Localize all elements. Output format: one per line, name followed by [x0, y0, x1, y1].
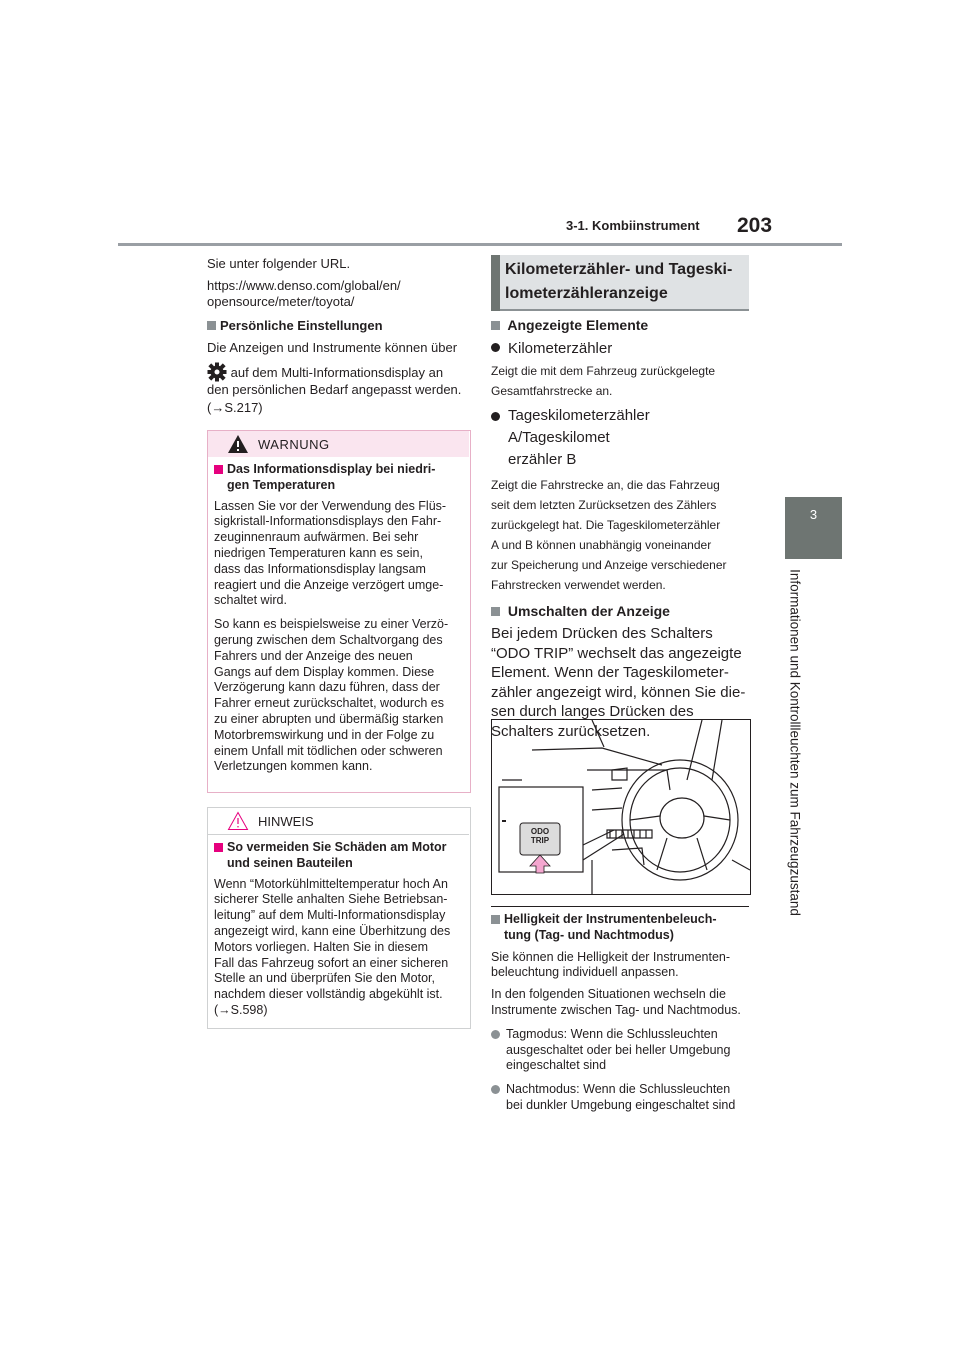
trip-description-line: seit dem letzten Zurücksetzen des Zählers: [491, 498, 717, 512]
hint-text-line: leitung” auf dem Multi-Informationsdisplay: [214, 908, 446, 923]
night-mode-line: Nachtmodus: Wenn die Schlussleuchten: [506, 1082, 731, 1097]
day-mode-line: Tagmodus: Wenn die Schlussleuchten: [506, 1026, 718, 1041]
personal-settings-heading: Persönliche Einstellungen: [207, 318, 469, 334]
dashboard-illustration: [491, 719, 751, 895]
warning-text-line: schaltet wird.: [214, 593, 287, 608]
heading-square-icon: [491, 607, 500, 616]
warning-text-line: niedrigen Temperaturen kann es sein,: [214, 545, 423, 560]
heading-square-icon: [214, 843, 223, 852]
odometer-description-line: Zeigt die mit dem Fahrzeug zurückgelegte: [491, 364, 716, 378]
hint-title: HINWEIS: [258, 814, 314, 829]
warning-title: WARNUNG: [258, 437, 330, 452]
warning-text-line: Motorbremswirkung und in der Folge zu: [214, 727, 435, 742]
steering-wheel-illustration: [492, 720, 750, 894]
trip-description-line: Fahrstrecken verwendet werden.: [491, 578, 666, 592]
warning-text-line: Verzögerung kann dazu führen, dass der: [214, 680, 440, 695]
day-mode-line: ausgeschaltet oder bei heller Umgebung: [506, 1042, 731, 1057]
odometer-description-line: Gesamtfahrstrecke an.: [491, 384, 613, 398]
warning-text-line: Gangs auf dem Display kommen. Diese: [214, 664, 435, 679]
gear-icon: [207, 362, 227, 382]
heading-square-icon: [207, 321, 216, 330]
brightness-heading: Helligkeit der Instrumentenbeleuch- tung (Tag- und Nachtmodus): [491, 912, 753, 944]
warning-text-line: So kann es beispielsweise zu einer Verzö-: [214, 617, 449, 632]
day-mode-item: [491, 1027, 753, 1074]
displayed-items-heading: Angezeigte Elemente: [491, 315, 753, 335]
brightness-text-line: Sie können die Helligkeit der Instrumenten-: [491, 949, 731, 964]
warning-text-line: einem Unfall mit tödlichen oder schweren: [214, 743, 443, 758]
trip-description-line: zurückgelegt hat. Die Tageskilometerzähler: [491, 518, 721, 532]
switch-description-line: sen durch langes Drücken des: [491, 703, 694, 720]
day-mode-line: eingeschaltet sind: [506, 1058, 607, 1073]
intro-text: Sie unter folgender URL. https://www.denso.com/global/en/ opensource/meter/toyota/ Persönliche Einstellungen Die Anzeigen und Instrumente können über auf dem Multi-Informationsdisplay an den persönlichen Bedarf angepasst werden. (→S.217): [207, 256, 469, 416]
hint-text-line: angezeigt wird, kann eine Überhitzung des: [214, 923, 451, 938]
switch-description-line: zähler angezeigt wird, können Sie die-: [491, 683, 746, 701]
brightness-section: [491, 912, 753, 1114]
switch-description-line: Element. Wenn der Tageskilometer-: [491, 664, 729, 681]
bullet-icon: [491, 1030, 500, 1039]
section-header: 3-1. Kombiinstrument: [566, 218, 700, 233]
hint-text-line: Stelle an und überprüfen Sie den Motor,: [214, 971, 435, 986]
bullet-icon: [491, 1085, 500, 1094]
trip-description-line: Zeigt die Fahrstrecke an, die das Fahrzeug: [491, 478, 720, 492]
hint-content: So vermeiden Sie Schäden am Motor und seinen Bauteilen Wenn “Motorkühlmitteltemperatur hoch An sicherer Stelle anhalten Siehe Betriebsan- leitung” auf dem Multi-Informationsdisplay angezeigt wird, kann eine Überhitzung des Motors vorliegen. Halten Sie in diesem Fall das Fahrzeug sofort an einer sicheren Stelle an und überprüfen Sie den Motor, nachdem dieser vollständig abgekühlt ist. (→S.598): [214, 840, 464, 1019]
warning-triangle-icon: [227, 434, 249, 454]
hint-text-line: (→S.598): [214, 1002, 268, 1017]
warning-text-line: zeuginnenraum aufwärmen. Bei sehr: [214, 530, 419, 545]
trip-description-line: A und B können unabhängig voneinander: [491, 538, 712, 552]
section-title: Kilometerzähler- und Tageski- lometerzähleranzeige: [505, 261, 733, 302]
warning-text-line: dass das Informationsdisplay langsam: [214, 561, 426, 576]
page-number: 203: [737, 214, 773, 237]
hint-text-line: sicherer Stelle anhalten Siehe Betriebsan-: [214, 892, 448, 907]
bullet-icon: [491, 412, 500, 421]
switch-display-heading: Umschalten der Anzeige: [491, 601, 753, 621]
switch-description-line: “ODO TRIP” wechselt das angezeigte: [491, 644, 742, 662]
hint-text-line: nachdem dieser vollständig abgekühlt ist.: [214, 987, 443, 1002]
warning-text-line: Verletzungen kommen kann.: [214, 759, 373, 774]
switch-description-line: Schalters zurücksetzen.: [491, 722, 651, 740]
warning-text-line: sigkristall-Informationsdisplays den Fahr-: [214, 514, 442, 529]
warning-text-line: Fahrers und der Anzeige des neuen: [214, 648, 413, 663]
heading-square-icon: [214, 465, 223, 474]
night-mode-line: bei dunkler Umgebung eingeschaltet sind: [506, 1097, 736, 1112]
trip-description-line: zur Speicherung und Anzeige verschiedener: [491, 558, 727, 572]
warning-content: Das Informationsdisplay bei niedri- gen Temperaturen Lassen Sie vor der Verwendung des Flüs- sigkristall-Informationsdisplays den Fahr- zeuginnenraum aufwärmen. Bei sehr niedrigen Temperaturen kann es sein, dass das Informationsdisplay langsam reagiert und die Anzeige verzögert umge- schaltet wird. So kann es beispielsweise zu einer Verzö- gerung zwischen dem Schaltvorgang des Fahrers und der Anzeige des neuen Gangs auf dem Display kommen. Diese Verzögerung kann dazu führen, dass der Fahrer erneut zurückschaltet, wodurch es zu einer abrupten und übermäßig starken Motorbremswirkung und in der Folge zu einem Unfall mit tödlichen oder schweren Verletzungen kommen kann.: [214, 462, 464, 775]
heading-square-icon: [491, 321, 500, 330]
hint-text-line: Wenn “Motorkühlmitteltemperatur hoch An: [214, 876, 448, 891]
hint-text-line: Motors vorliegen. Halten Sie in diesem: [214, 939, 428, 954]
chapter-title-vertical: Informationen und Kontrollleuchten zum Fahrzeugzustand: [787, 569, 803, 916]
night-mode-item: [491, 1082, 753, 1114]
bullet-icon: [491, 343, 500, 352]
hint-text-line: Fall das Fahrzeug sofort an einer sicheren: [214, 955, 449, 970]
warning-text-line: zu einer abrupten und übermäßig starken: [214, 711, 444, 726]
odo-trip-switch[interactable]: ODO TRIP: [530, 827, 550, 845]
trip-meter-item: Tageskilometerzähler A/Tageskilomet erzähler B: [491, 405, 753, 471]
warning-text-line: Lassen Sie vor der Verwendung des Flüs-: [214, 498, 447, 513]
switch-description-line: Bei jedem Drücken des Schalters: [491, 625, 713, 642]
warning-text-line: gerung zwischen dem Schaltvorgang des: [214, 632, 443, 647]
odometer-item: Kilometerzähler: [491, 338, 753, 360]
brightness-text-line: beleuchtung individuell anpassen.: [491, 965, 679, 980]
brightness-text-line: In den folgenden Situationen wechseln die: [491, 987, 726, 1002]
odometer-section: [491, 315, 753, 741]
section-title-bar: [491, 255, 500, 311]
caution-triangle-icon: [227, 811, 249, 831]
chapter-tab[interactable]: 3: [785, 497, 842, 559]
url-link[interactable]: https://www.denso.com/global/en/ opensource/meter/toyota/: [207, 278, 401, 309]
illustration-divider: [491, 906, 749, 907]
header-divider: [118, 243, 842, 246]
warning-text-line: reagiert und die Anzeige verzögert umge-: [214, 577, 444, 592]
heading-square-icon: [491, 915, 500, 924]
page-reference[interactable]: (→S.217): [207, 400, 263, 415]
warning-text-line: Fahrer erneut zurückschaltet, wodurch es: [214, 696, 444, 711]
brightness-text-line: Instrumente zwischen Tag- und Nachtmodus.: [491, 1002, 741, 1017]
